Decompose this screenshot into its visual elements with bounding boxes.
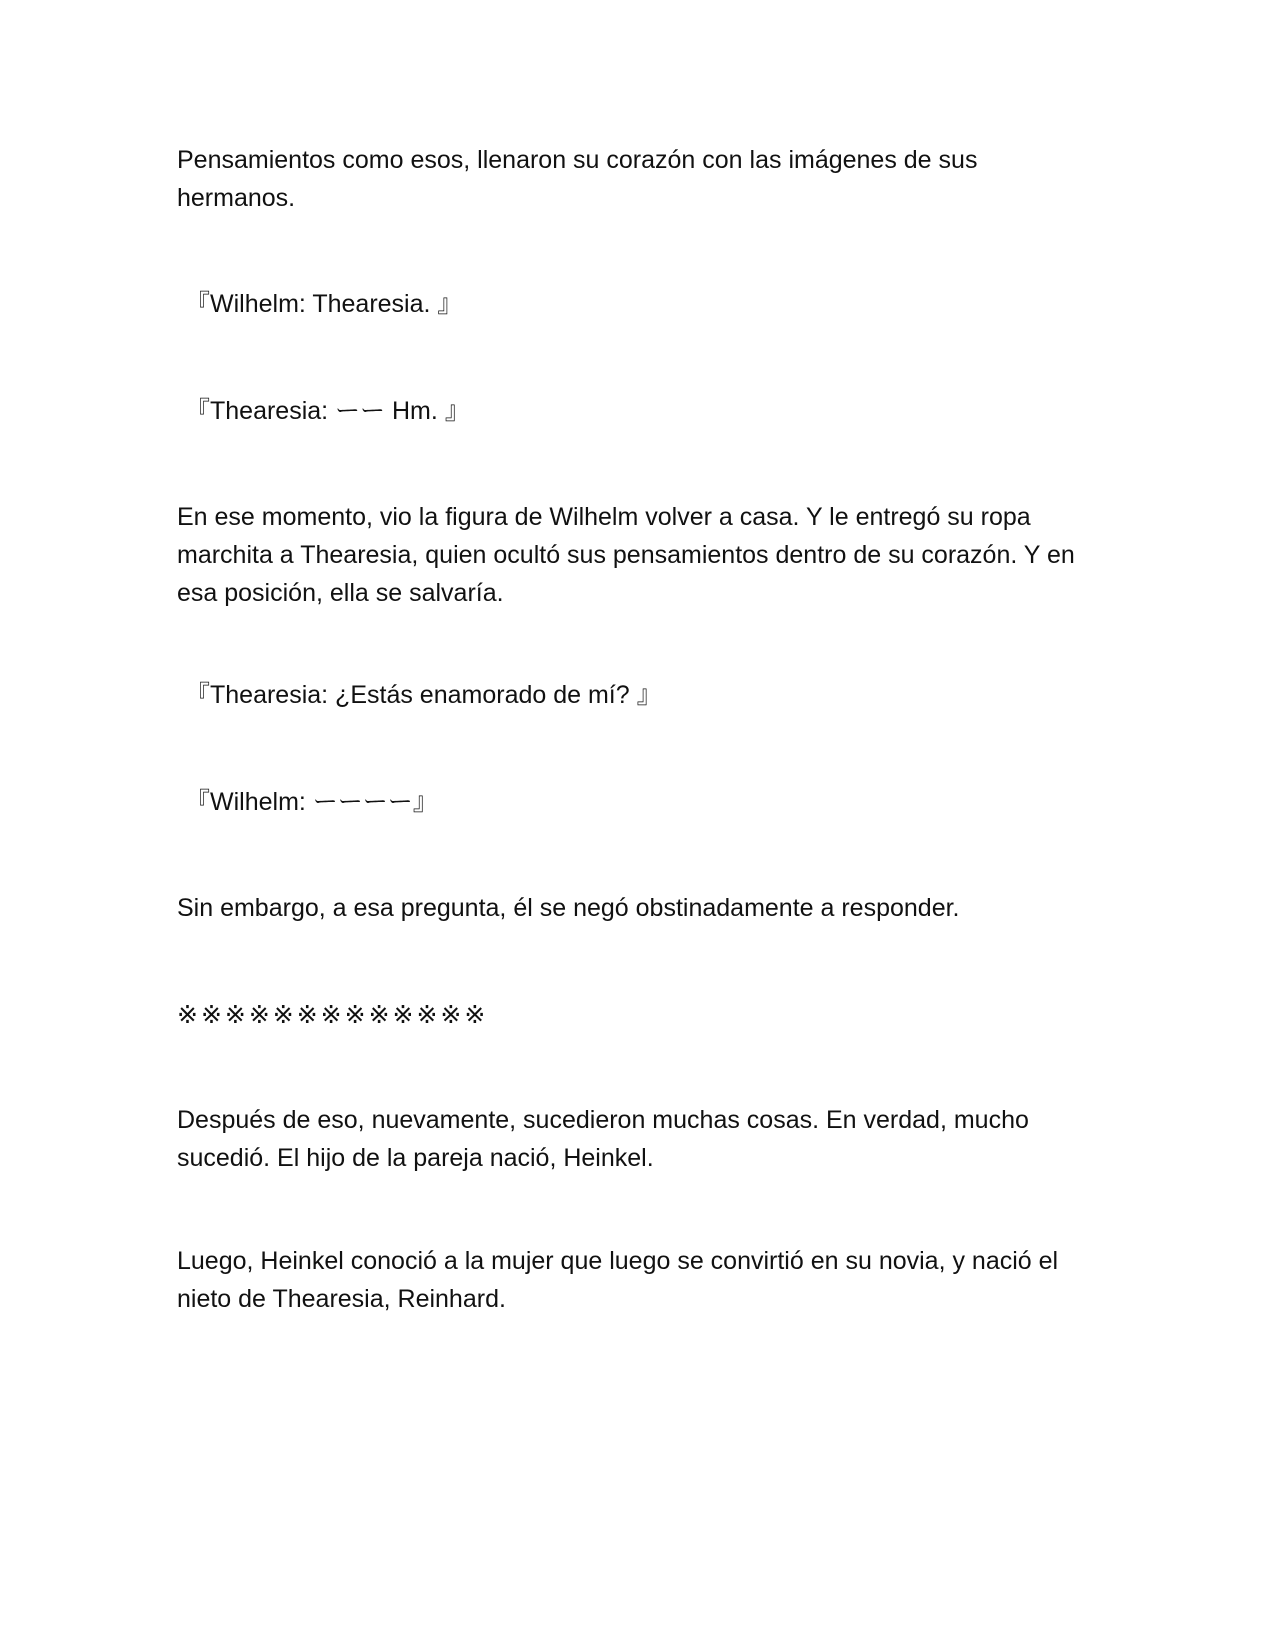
section-separator: ※※※※※※※※※※※※※ — [177, 1001, 489, 1029]
paragraph-narration: En ese momento, vio la figura de Wilhelm volver a casa. Y le entregó su ropa marchita a Thearesia, quien ocultó sus pensamientos dentro de su corazón. Y en esa posición, ella se salvaría. — [177, 503, 1075, 607]
paragraph-dialogue: 『Wilhelm: ーーーー』 — [185, 788, 438, 816]
paragraph-dialogue: 『Thearesia: ーー Hm. 』 — [185, 397, 470, 425]
paragraph-dialogue: 『Wilhelm: Thearesia. 』 — [185, 290, 463, 318]
paragraph-narration: Luego, Heinkel conoció a la mujer que luego se convirtió en su novia, y nació el nieto de Thearesia, Reinhard. — [177, 1247, 1059, 1313]
paragraph-narration: Sin embargo, a esa pregunta, él se negó obstinadamente a responder. — [177, 894, 960, 922]
paragraph-dialogue: 『Thearesia: ¿Estás enamorado de mí? 』 — [185, 681, 662, 709]
paragraph-narration: Pensamientos como esos, llenaron su corazón con las imágenes de sus hermanos. — [177, 146, 978, 212]
paragraph-narration: Después de eso, nuevamente, sucedieron muchas cosas. En verdad, mucho sucedió. El hijo de la pareja nació, Heinkel. — [177, 1106, 1029, 1172]
